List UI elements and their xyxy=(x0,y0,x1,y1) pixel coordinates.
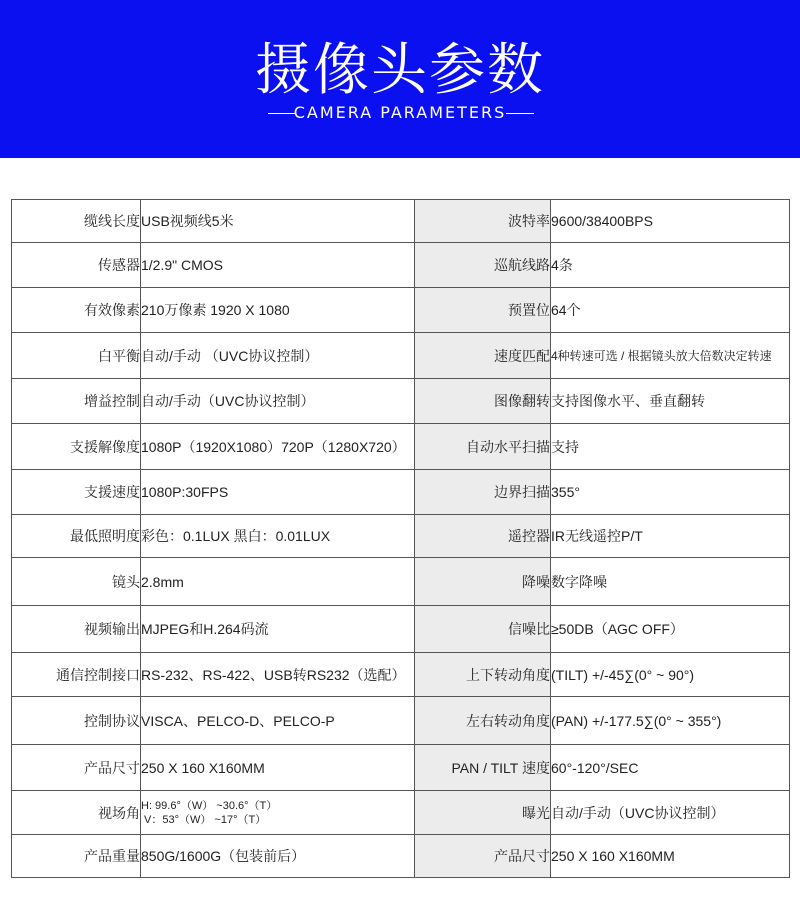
param-value: 9600/38400BPS xyxy=(551,200,790,243)
param-label: 预置位 xyxy=(415,288,551,333)
param-label: 边界扫描 xyxy=(415,470,551,515)
param-label: 上下转动角度 xyxy=(415,653,551,697)
param-label: 支援速度 xyxy=(12,470,141,515)
table-row xyxy=(12,835,790,878)
param-value: 60°-120°/SEC xyxy=(551,745,790,791)
param-value: 自动/手动（UVC协议控制） xyxy=(141,379,415,424)
param-label: 降噪 xyxy=(415,558,551,606)
table-row xyxy=(12,653,790,697)
param-value xyxy=(141,791,415,835)
param-value: 支持图像水平、垂直翻转 xyxy=(551,379,790,424)
page-subtitle: CAMERA PARAMETERS xyxy=(293,103,507,122)
param-value: 自动/手动 （UVC协议控制） xyxy=(141,333,415,379)
param-value: 数字降噪 xyxy=(551,558,790,606)
param-value: IR无线遥控P/T xyxy=(551,515,790,558)
param-label: 增益控制 xyxy=(12,379,141,424)
param-label: 镜头 xyxy=(12,558,141,606)
param-label: 图像翻转 xyxy=(415,379,551,424)
param-label: PAN / TILT 速度 xyxy=(415,745,551,791)
param-label: 控制协议 xyxy=(12,697,141,745)
param-value: 250 X 160 X160MM xyxy=(551,835,790,878)
parameters-table xyxy=(11,199,790,878)
param-label: 传感器 xyxy=(12,243,141,288)
param-label: 波特率 xyxy=(415,200,551,243)
param-value: RS-232、RS-422、USB转RS232（选配） xyxy=(141,653,415,697)
subtitle-divider-right xyxy=(506,113,534,114)
param-value: VISCA、PELCO-D、PELCO-P xyxy=(141,697,415,745)
table-row xyxy=(12,379,790,424)
param-value: 2.8mm xyxy=(141,558,415,606)
param-value: 64个 xyxy=(551,288,790,333)
param-value: 彩色：0.1LUX 黑白：0.01LUX xyxy=(141,515,415,558)
param-label: 产品重量 xyxy=(12,835,141,878)
param-label: 通信控制接口 xyxy=(12,653,141,697)
param-label: 速度匹配 xyxy=(415,333,551,379)
param-label: 巡航线路 xyxy=(415,243,551,288)
param-value: (PAN) +/-177.5∑(0° ~ 355°) xyxy=(551,697,790,745)
fov-horizontal: H: 99.6°（W） ~30.6°（T） xyxy=(141,799,278,812)
param-value: 355° xyxy=(551,470,790,515)
param-label: 自动水平扫描 xyxy=(415,424,551,470)
param-label: 白平衡 xyxy=(12,333,141,379)
table-row xyxy=(12,200,790,243)
param-label: 最低照明度 xyxy=(12,515,141,558)
param-value: USB视频线5米 xyxy=(141,200,415,243)
param-value: 1080P（1920X1080）720P（1280X720） xyxy=(141,424,415,470)
param-value: 支持 xyxy=(551,424,790,470)
param-label: 视频输出 xyxy=(12,606,141,653)
param-label: 左右转动角度 xyxy=(415,697,551,745)
param-value: 1/2.9" CMOS xyxy=(141,243,415,288)
table-row xyxy=(12,243,790,288)
page-title: 摄像头参数 xyxy=(255,38,545,103)
table-row xyxy=(12,424,790,470)
param-value: 1080P:30FPS xyxy=(141,470,415,515)
param-label: 信噪比 xyxy=(415,606,551,653)
param-label: 遥控器 xyxy=(415,515,551,558)
param-label: 有效像素 xyxy=(12,288,141,333)
param-value: ≥50DB（AGC OFF） xyxy=(551,606,790,653)
table-row xyxy=(12,470,790,515)
table-row xyxy=(12,745,790,791)
param-label: 缆线长度 xyxy=(12,200,141,243)
table-row xyxy=(12,288,790,333)
param-label: 产品尺寸 xyxy=(415,835,551,878)
param-label: 视场角 xyxy=(12,791,141,835)
param-value: 210万像素 1920 X 1080 xyxy=(141,288,415,333)
table-row xyxy=(12,697,790,745)
param-value: 4种转速可选 / 根据镜头放大倍数决定转速 xyxy=(551,333,790,379)
param-label: 曝光 xyxy=(415,791,551,835)
table-row xyxy=(12,606,790,653)
param-value: 自动/手动（UVC协议控制） xyxy=(551,791,790,835)
param-value: 850G/1600G（包装前后） xyxy=(141,835,415,878)
table-row xyxy=(12,791,790,835)
param-value: 4条 xyxy=(551,243,790,288)
param-label: 产品尺寸 xyxy=(12,745,141,791)
param-value: 250 X 160 X160MM xyxy=(141,745,415,791)
header-banner xyxy=(0,0,800,158)
param-value: MJPEG和H.264码流 xyxy=(141,606,415,653)
param-label: 支援解像度 xyxy=(12,424,141,470)
table-row xyxy=(12,515,790,558)
table-row xyxy=(12,558,790,606)
fov-vertical: V：53°（W） ~17°（T） xyxy=(144,813,267,826)
table-row xyxy=(12,333,790,379)
param-value: (TILT) +/-45∑(0° ~ 90°) xyxy=(551,653,790,697)
